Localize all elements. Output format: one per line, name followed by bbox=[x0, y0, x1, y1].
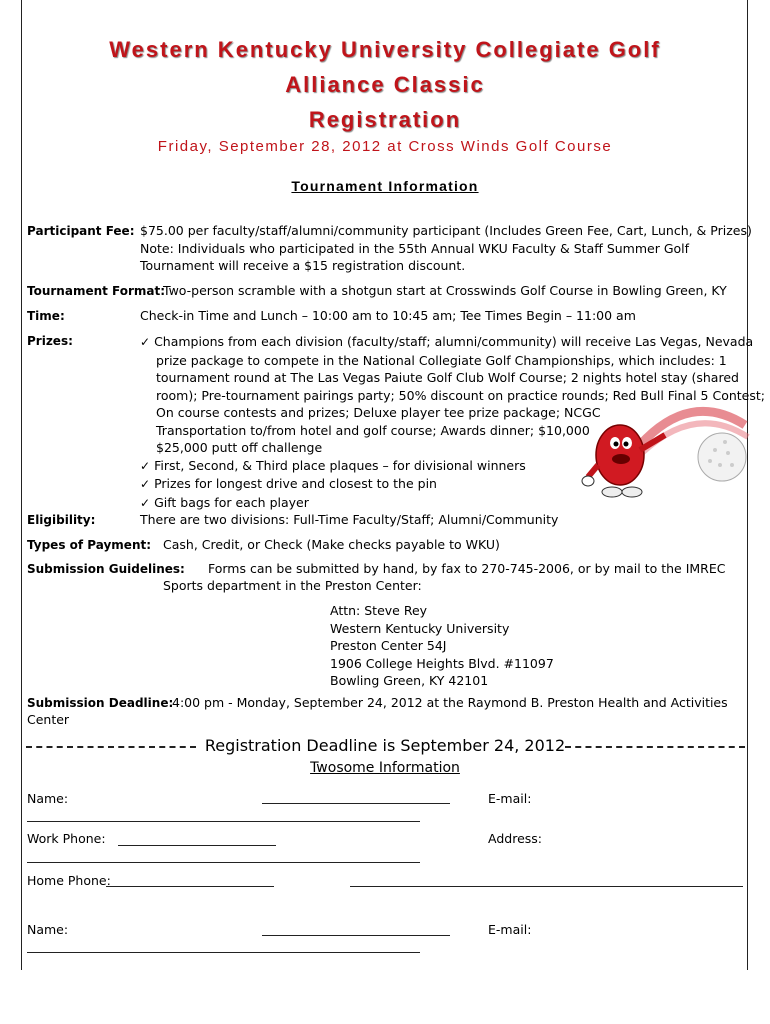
dash-divider-right bbox=[565, 746, 745, 748]
deadline-banner bbox=[0, 736, 770, 758]
check-icon: ✓ bbox=[140, 335, 151, 349]
title-line-1: Western Kentucky University Collegiate Golf bbox=[109, 37, 661, 62]
prize-item-1: ✓ Champions from each division (faculty/staff; alumni/community) will receive Las Vegas, Nevada bbox=[140, 334, 754, 349]
fee-line-2: Note: Individuals who participated in the 55th Annual WKU Faculty & Staff Summer Golf bbox=[140, 241, 690, 256]
payment-value: Cash, Credit, or Check (Make checks payable to WKU) bbox=[163, 537, 500, 552]
prizes-list: ✓ Champions from each division (faculty/staff; alumni/community) will receive Las Vegas, Nevada prize package to compete in the National Collegiate Golf Championships, which includes: 1 tournament round at The Las Vegas Paiute Golf Club Wolf Course; 2 nights hotel stay (shared room); Pre-tournament pairings party; 50% discount on practice rounds; Red Bull Final 5 Contest; On course contests and prizes; Deluxe player tee prize package; NCGC Transportation to/from hotel and golf course; Awards dinner; $10,000 $25,000 putt off challenge ✓ First, Second, & Third place plaques – for divisional winners ✓ Prizes for longest drive and closest to the pin ✓ Gift bags for each player bbox=[140, 333, 740, 512]
name-field-2[interactable] bbox=[262, 935, 450, 936]
email-field-2[interactable] bbox=[27, 952, 420, 953]
name-label-2: Name: bbox=[27, 922, 69, 937]
check-icon: ✓ bbox=[140, 477, 151, 491]
banner-text: Registration Deadline is September 24, 2012 bbox=[204, 736, 566, 755]
format-label: Tournament Format: bbox=[27, 284, 166, 298]
deadline-label: Submission Deadline: bbox=[27, 696, 174, 710]
email-label-1: E-mail: bbox=[488, 791, 532, 806]
submission-line-2: Sports department in the Preston Center: bbox=[163, 578, 422, 593]
section-title: Tournament Information bbox=[291, 178, 479, 194]
email-label-2: E-mail: bbox=[488, 922, 532, 937]
time-value: Check-in Time and Lunch – 10:00 am to 10:45 am; Tee Times Begin – 11:00 am bbox=[140, 308, 636, 323]
title-line-2: Alliance Classic bbox=[285, 72, 485, 97]
prize-item-2: ✓ First, Second, & Third place plaques – for divisional winners bbox=[140, 457, 526, 473]
work-phone-field[interactable] bbox=[118, 845, 276, 846]
work-phone-label: Work Phone: bbox=[27, 831, 106, 846]
deadline-line-1: 4:00 pm - Monday, September 24, 2012 at the Raymond B. Preston Health and Activities bbox=[172, 695, 728, 710]
prizes-label: Prizes: bbox=[27, 334, 73, 348]
name-field-1[interactable] bbox=[262, 803, 450, 804]
fee-label: Participant Fee: bbox=[27, 224, 135, 238]
submission-line-1: Forms can be submitted by hand, by fax to 270-745-2006, or by mail to the IMREC bbox=[208, 561, 726, 576]
email-field-1[interactable] bbox=[27, 821, 420, 822]
prize-item-4: ✓ Gift bags for each player bbox=[140, 494, 309, 510]
event-subtitle: Friday, September 28, 2012 at Cross Winds Golf Course bbox=[157, 138, 613, 155]
fee-line-1: $75.00 per faculty/staff/alumni/community participant (Includes Green Fee, Cart, Lunch, & Prizes) bbox=[140, 223, 752, 238]
deadline-line-2: Center bbox=[27, 712, 70, 727]
format-value: Two-person scramble with a shotgun start at Crosswinds Golf Course in Bowling Green, KY bbox=[163, 283, 727, 298]
check-icon: ✓ bbox=[140, 458, 151, 473]
eligibility-label: Eligibility: bbox=[27, 513, 96, 527]
home-phone-field[interactable] bbox=[106, 886, 274, 887]
address-field-line-2[interactable] bbox=[350, 886, 743, 887]
payment-label: Types of Payment: bbox=[27, 538, 152, 552]
big-red-mascot-icon bbox=[580, 395, 750, 510]
submission-label: Submission Guidelines: bbox=[27, 562, 185, 576]
prize-item-3: ✓ Prizes for longest drive and closest to the pin bbox=[140, 476, 437, 491]
name-label-1: Name: bbox=[27, 791, 69, 806]
twosome-title: Twosome Information bbox=[310, 760, 460, 776]
home-phone-label: Home Phone: bbox=[27, 873, 111, 888]
address-field-line-1[interactable] bbox=[27, 862, 420, 863]
address-label: Address: bbox=[488, 831, 542, 846]
time-label: Time: bbox=[27, 309, 65, 323]
fee-line-3: Tournament will receive a $15 registration discount. bbox=[140, 258, 466, 273]
check-icon: ✓ bbox=[140, 495, 151, 510]
title-line-3: Registration bbox=[308, 107, 462, 132]
eligibility-value: There are two divisions: Full-Time Faculty/Staff; Alumni/Community bbox=[140, 512, 559, 527]
mailing-address: Attn: Steve Rey Western Kentucky University Preston Center 54J 1906 College Heights Blvd. #11097 Bowling Green, KY 42101 bbox=[330, 603, 554, 688]
dash-divider-left bbox=[26, 746, 196, 748]
